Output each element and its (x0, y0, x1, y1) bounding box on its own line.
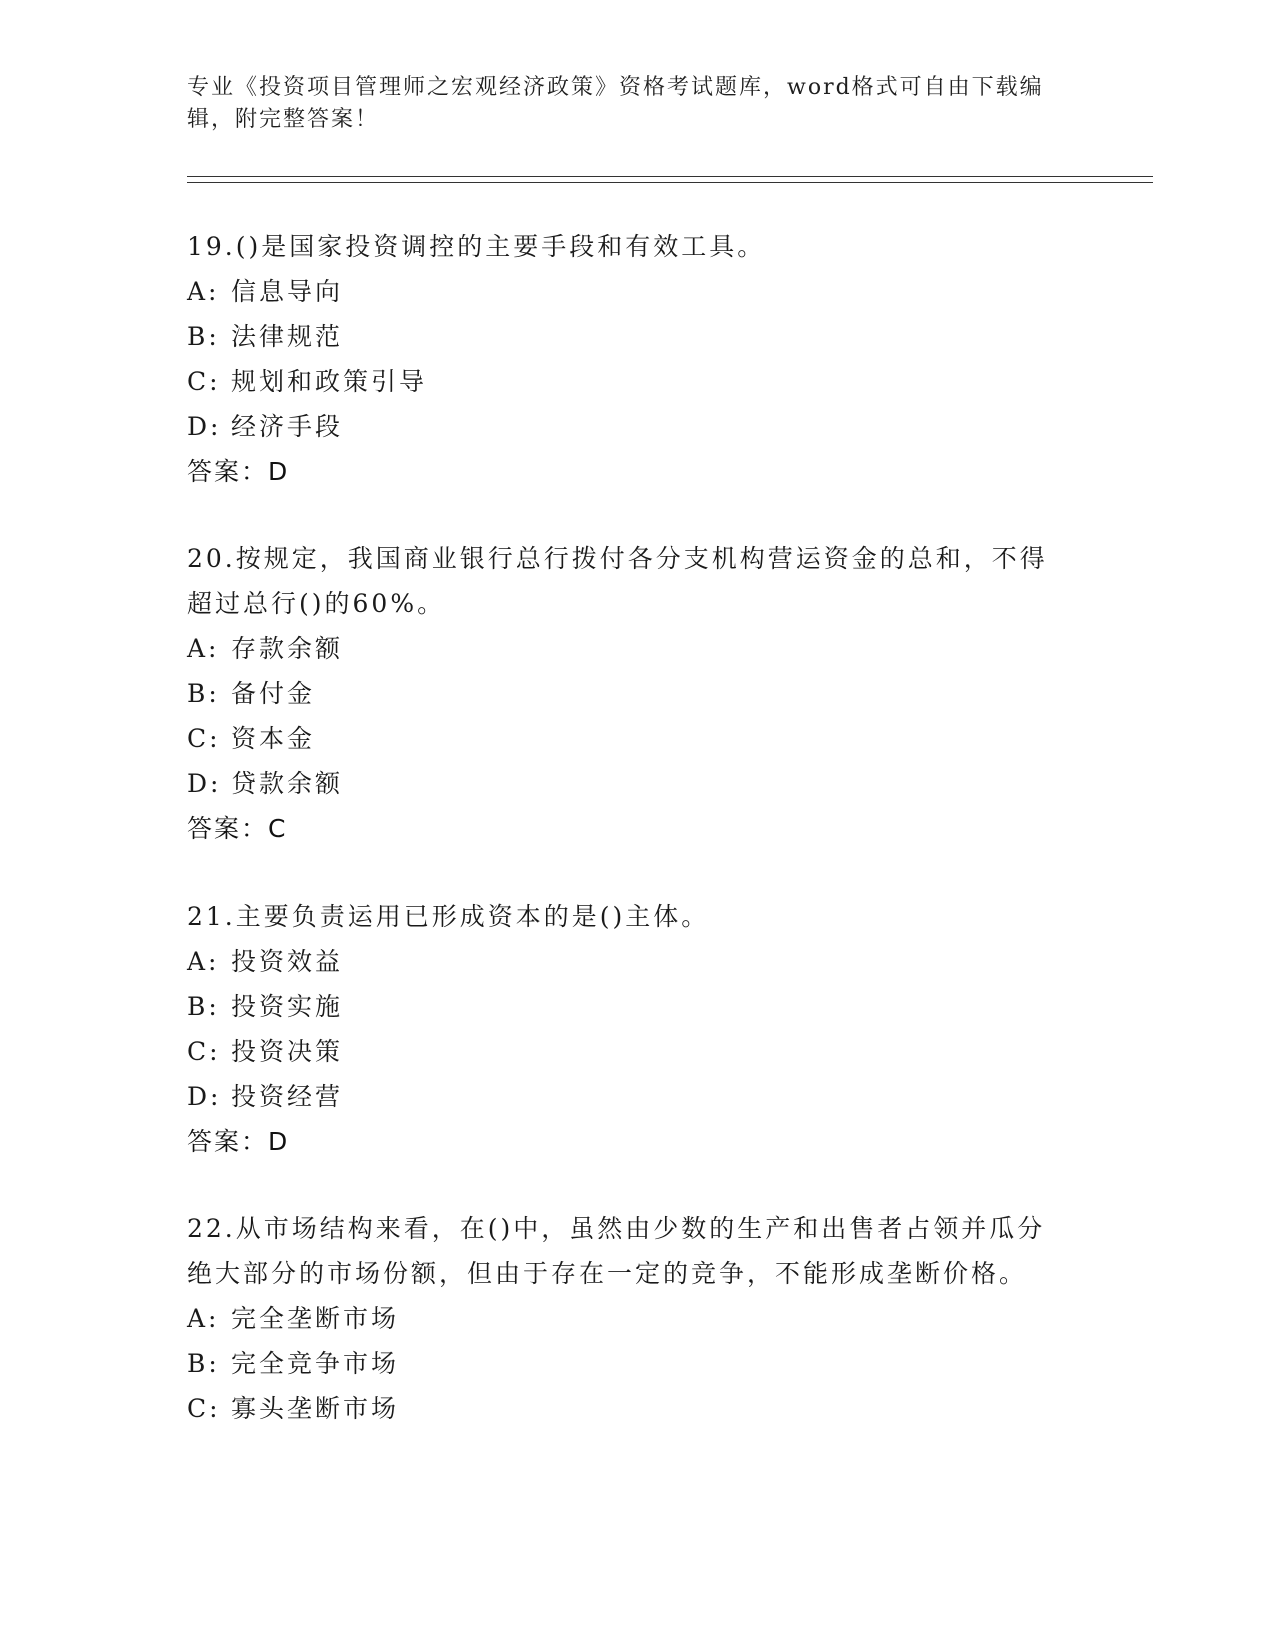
option-a (187, 939, 1077, 984)
option-key: D: (187, 412, 222, 441)
option-key: C: (187, 1037, 221, 1066)
option-text: 经济手段 (231, 412, 344, 441)
question-stem: 19.()是国家投资调控的主要手段和有效工具。 (187, 232, 766, 261)
option-a (187, 269, 1077, 314)
option-b (187, 984, 1077, 1029)
option-key: B: (187, 992, 220, 1021)
option-key: C: (187, 1394, 221, 1423)
question-22 (187, 1206, 1077, 1431)
option-a (187, 626, 1077, 671)
header-divider-top (187, 176, 1153, 177)
option-text: 投资实施 (231, 992, 344, 1021)
question-21 (187, 894, 1077, 1164)
option-key: C: (187, 724, 221, 753)
header-line-2: 辑，附完整答案！ (187, 107, 380, 132)
option-b (187, 671, 1077, 716)
option-text: 投资效益 (231, 947, 344, 976)
option-key: A: (187, 947, 220, 976)
option-key: B: (187, 1349, 220, 1378)
option-key: D: (187, 769, 222, 798)
question-stem: 21.主要负责运用已形成资本的是()主体。 (187, 902, 710, 931)
option-key: A: (187, 1304, 220, 1333)
document-header (187, 72, 1087, 136)
question-stem-line-2: 超过总行()的60%。 (187, 589, 446, 618)
option-d (187, 761, 1077, 806)
option-text: 贷款余额 (231, 769, 344, 798)
option-d (187, 404, 1077, 449)
option-text: 完全垄断市场 (231, 1304, 400, 1333)
question-stem-line-1: 22.从市场结构来看，在()中，虽然由少数的生产和出售者占领并瓜分 (187, 1214, 1046, 1243)
option-b (187, 1341, 1077, 1386)
option-text: 寡头垄断市场 (231, 1394, 400, 1423)
header-line-1: 专业《投资项目管理师之宏观经济政策》资格考试题库，word格式可自由下载编 (187, 75, 1044, 100)
question-stem-line-1: 20.按规定，我国商业银行总行拨付各分支机构营运资金的总和，不得 (187, 544, 1048, 573)
option-text: 资本金 (231, 724, 316, 753)
option-a (187, 1296, 1077, 1341)
option-key: A: (187, 634, 220, 663)
option-text: 完全竞争市场 (231, 1349, 400, 1378)
option-key: D: (187, 1082, 222, 1111)
option-c (187, 359, 1077, 404)
question-stem-line-2: 绝大部分的市场份额，但由于存在一定的竞争，不能形成垄断价格。 (187, 1259, 1028, 1288)
answer-line: 答案：D (187, 457, 290, 486)
answer-line: 答案：C (187, 814, 288, 843)
option-b (187, 314, 1077, 359)
option-text: 存款余额 (231, 634, 344, 663)
option-c (187, 1029, 1077, 1074)
option-text: 信息导向 (231, 277, 344, 306)
question-20 (187, 536, 1077, 851)
option-text: 规划和政策引导 (231, 367, 428, 396)
option-key: B: (187, 679, 220, 708)
option-text: 投资决策 (231, 1037, 344, 1066)
option-text: 投资经营 (231, 1082, 344, 1111)
option-d (187, 1074, 1077, 1119)
option-text: 法律规范 (231, 322, 344, 351)
option-c (187, 1386, 1077, 1431)
option-text: 备付金 (231, 679, 316, 708)
option-c (187, 716, 1077, 761)
option-key: B: (187, 322, 220, 351)
option-key: C: (187, 367, 221, 396)
option-key: A: (187, 277, 220, 306)
header-divider-bottom (187, 182, 1153, 183)
question-19 (187, 224, 1077, 494)
answer-line: 答案：D (187, 1127, 290, 1156)
